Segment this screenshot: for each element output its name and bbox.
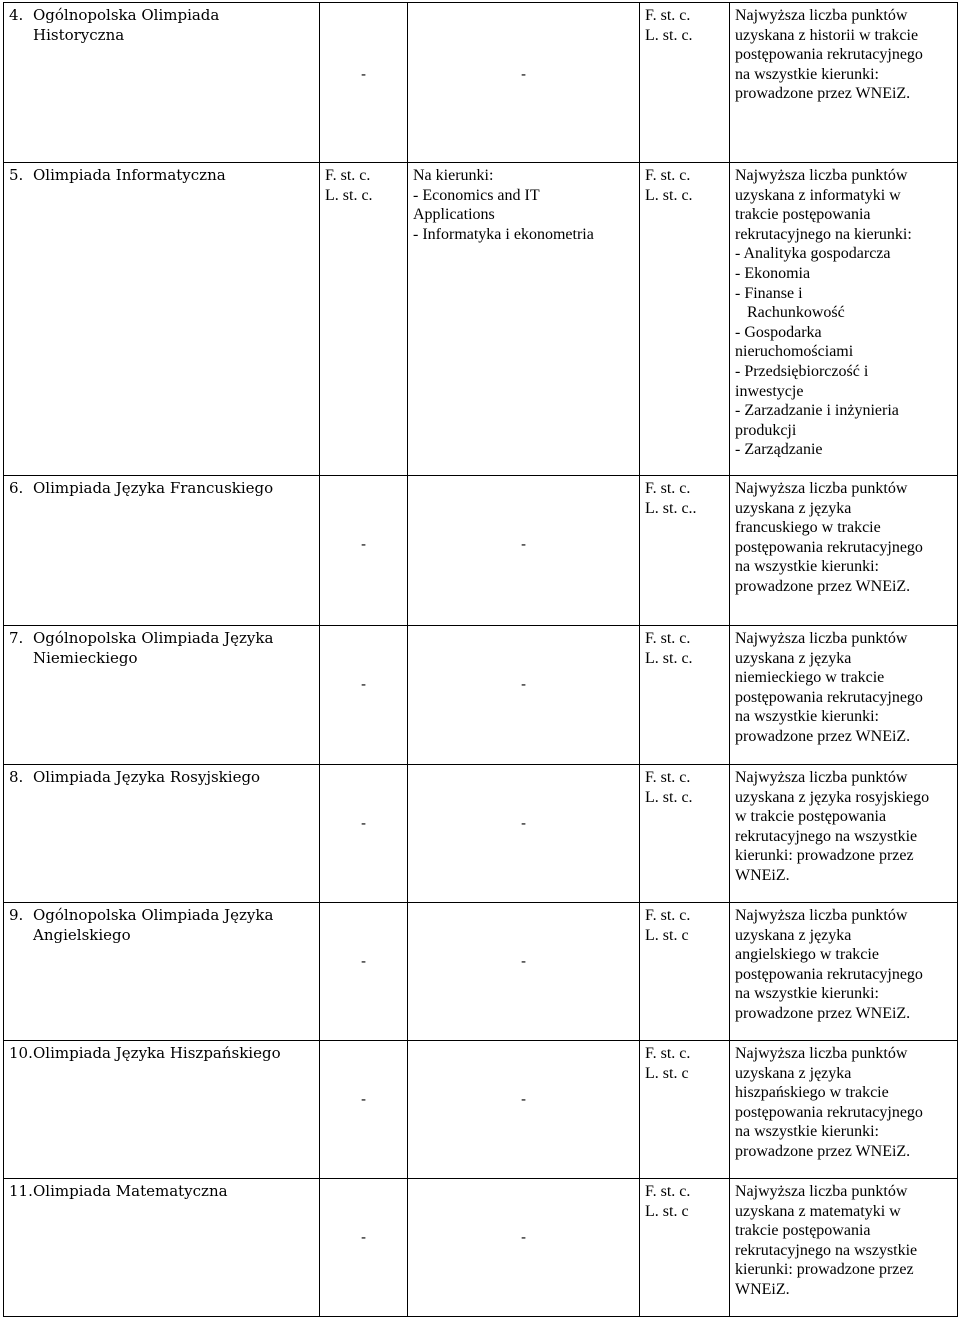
- col2-dash: -: [360, 1090, 367, 1108]
- degree-line: F. st. c.: [645, 1183, 691, 1200]
- row-number: 9.: [9, 906, 24, 924]
- criteria-line: angielskiego w trakcie: [735, 946, 879, 964]
- olympiad-name: Olimpiada Języka Francuskiego: [33, 479, 274, 497]
- col3-cell: [408, 1179, 640, 1317]
- degree-line: F. st. c.: [645, 769, 691, 786]
- olympiad-name-cell: [4, 476, 320, 626]
- col3-cell: [408, 626, 640, 765]
- criteria-line: Najwyższa liczba punktów: [735, 1045, 908, 1062]
- criteria-line: trakcie postępowania: [735, 206, 871, 224]
- criteria-line: WNEiZ.: [735, 1280, 790, 1298]
- olympiad-name: Ogólnopolska Olimpiada Języka Angielskiego: [33, 906, 274, 944]
- criteria-line: Najwyższa liczba punktów: [735, 167, 908, 184]
- col3-cell: [408, 1041, 640, 1179]
- criteria-line: rekrutacyjnego na wszystkie: [735, 827, 918, 845]
- col2-cell: [320, 163, 408, 476]
- degree-line: L. st. c..: [645, 499, 697, 517]
- col3-cell: [408, 903, 640, 1041]
- criteria-cell: [730, 765, 958, 903]
- degree-line: L. st. c: [645, 926, 689, 944]
- olympiad-table: [3, 2, 958, 1317]
- criteria-line: postępowania rekrutacyjnego: [735, 688, 923, 706]
- col2-cell: [320, 1041, 408, 1179]
- col3-cell: [408, 765, 640, 903]
- criteria-cell: [730, 3, 958, 163]
- col2-cell: [320, 626, 408, 765]
- col2-cell: [320, 765, 408, 903]
- degree-cell: [640, 765, 730, 903]
- criteria-line: WNEiZ.: [735, 866, 790, 884]
- row-number: 8.: [9, 768, 24, 786]
- criteria-line: rekrutacyjnego na kierunki:: [735, 225, 912, 243]
- criteria-line: uzyskana z języka rosyjskiego: [735, 788, 930, 806]
- criteria-cell: [730, 1179, 958, 1317]
- criteria-line: prowadzone przez WNEiZ.: [735, 1004, 911, 1022]
- degree-line: F. st. c.: [645, 7, 691, 24]
- col3-dash: -: [520, 535, 527, 553]
- degree-line: L. st. c.: [645, 649, 693, 667]
- criteria-line: na wszystkie kierunki:: [735, 708, 879, 726]
- criteria-line: postępowania rekrutacyjnego: [735, 46, 923, 64]
- olympiad-name: Ogólnopolska Olimpiada Historyczna: [33, 6, 220, 44]
- degree-cell: [640, 1179, 730, 1317]
- col2-dash: -: [360, 814, 367, 832]
- degree-cell: [640, 1041, 730, 1179]
- col2-cell: [320, 476, 408, 626]
- degree-cell: [640, 476, 730, 626]
- table-row: [4, 163, 958, 476]
- criteria-line: francuskiego w trakcie: [735, 519, 881, 537]
- criteria-line: Najwyższa liczba punktów: [735, 907, 908, 924]
- criteria-line: - Finanse i: [735, 284, 803, 302]
- criteria-line: Najwyższa liczba punktów: [735, 769, 908, 786]
- degree-line: F. st. c.: [645, 1045, 691, 1062]
- col2-dash: -: [360, 675, 367, 693]
- row-number: 5.: [9, 166, 24, 184]
- table-row: [4, 626, 958, 765]
- col3-dash: -: [520, 1228, 527, 1246]
- degree-cell: [640, 3, 730, 163]
- col2-dash: -: [360, 535, 367, 553]
- criteria-line: Najwyższa liczba punktów: [735, 7, 908, 24]
- degree-line: L. st. c.: [645, 186, 693, 204]
- col2-dash: -: [360, 1228, 367, 1246]
- criteria-line: - Gospodarka: [735, 323, 822, 341]
- criteria-line: uzyskana z języka: [735, 649, 852, 667]
- degree-line: L. st. c.: [645, 26, 693, 44]
- criteria-line: uzyskana z języka: [735, 926, 852, 944]
- olympiad-name: Olimpiada Języka Hiszpańskiego: [33, 1044, 281, 1062]
- criteria-cell: [730, 163, 958, 476]
- col3-cell: [408, 163, 640, 476]
- olympiad-name-cell: [4, 765, 320, 903]
- criteria-line: nieruchomościami: [735, 343, 854, 361]
- program-line: - Informatyka i ekonometria: [413, 225, 594, 243]
- criteria-cell: [730, 476, 958, 626]
- criteria-line: uzyskana z informatyki w: [735, 186, 901, 204]
- criteria-cell: [730, 903, 958, 1041]
- col3-cell: [408, 476, 640, 626]
- olympiad-name: Olimpiada Matematyczna: [33, 1182, 228, 1200]
- criteria-line: inwestycje: [735, 382, 804, 400]
- degree-line: L. st. c: [645, 1202, 689, 1220]
- criteria-line: Rachunkowość: [747, 304, 845, 322]
- olympiad-name: Olimpiada Informatyczna: [33, 166, 226, 184]
- degree-line: F. st. c.: [325, 167, 371, 184]
- row-number: 7.: [9, 629, 24, 647]
- degree-cell: [640, 163, 730, 476]
- criteria-line: Najwyższa liczba punktów: [735, 480, 908, 497]
- criteria-line: na wszystkie kierunki:: [735, 985, 879, 1003]
- olympiad-name-cell: [4, 903, 320, 1041]
- criteria-line: - Analityka gospodarcza: [735, 245, 891, 263]
- criteria-line: Najwyższa liczba punktów: [735, 1183, 908, 1200]
- criteria-line: uzyskana z języka: [735, 1064, 852, 1082]
- criteria-line: produkcji: [735, 421, 797, 439]
- olympiad-name-cell: [4, 626, 320, 765]
- criteria-line: prowadzone przez WNEiZ.: [735, 727, 911, 745]
- criteria-line: - Zarzadzanie i inżynieria: [735, 402, 899, 420]
- criteria-cell: [730, 626, 958, 765]
- program-line: - Economics and IT: [413, 186, 540, 204]
- criteria-line: - Ekonomia: [735, 264, 811, 282]
- criteria-line: postępowania rekrutacyjnego: [735, 538, 923, 556]
- criteria-line: kierunki: prowadzone przez: [735, 1261, 914, 1279]
- criteria-line: trakcie postępowania: [735, 1222, 871, 1240]
- row-number: 11.: [9, 1182, 33, 1200]
- col3-dash: -: [520, 675, 527, 693]
- degree-line: F. st. c.: [645, 167, 691, 184]
- criteria-line: prowadzone przez WNEiZ.: [735, 1142, 911, 1160]
- criteria-cell: [730, 1041, 958, 1179]
- criteria-line: - Przedsiębiorczość i: [735, 362, 869, 380]
- col2-cell: [320, 1179, 408, 1317]
- criteria-line: hiszpańskiego w trakcie: [735, 1084, 889, 1102]
- criteria-line: - Zarządzanie: [735, 441, 823, 459]
- degree-line: L. st. c.: [325, 186, 373, 204]
- col2-dash: -: [360, 952, 367, 970]
- row-number: 4.: [9, 6, 24, 24]
- degree-line: F. st. c.: [645, 907, 691, 924]
- degree-line: F. st. c.: [645, 630, 691, 647]
- criteria-line: na wszystkie kierunki:: [735, 65, 879, 83]
- olympiad-name: Ogólnopolska Olimpiada Języka Niemieckiego: [33, 629, 274, 667]
- col2-dash: -: [360, 65, 367, 83]
- degree-cell: [640, 626, 730, 765]
- col3-dash: -: [520, 1090, 527, 1108]
- criteria-line: uzyskana z języka: [735, 499, 852, 517]
- row-number: 6.: [9, 479, 24, 497]
- table-row: [4, 3, 958, 163]
- olympiad-name-cell: [4, 1179, 320, 1317]
- degree-cell: [640, 903, 730, 1041]
- table-row: [4, 476, 958, 626]
- criteria-line: Najwyższa liczba punktów: [735, 630, 908, 647]
- program-line: Applications: [413, 206, 495, 224]
- col2-cell: [320, 903, 408, 1041]
- table-row: [4, 1179, 958, 1317]
- col3-dash: -: [520, 952, 527, 970]
- criteria-line: uzyskana z historii w trakcie: [735, 26, 919, 44]
- criteria-line: kierunki: prowadzone przez: [735, 847, 914, 865]
- table-row: [4, 765, 958, 903]
- criteria-line: na wszystkie kierunki:: [735, 1123, 879, 1141]
- row-number: 10.: [9, 1044, 33, 1062]
- olympiad-name-cell: [4, 1041, 320, 1179]
- olympiad-name-cell: [4, 3, 320, 163]
- criteria-line: postępowania rekrutacyjnego: [735, 965, 923, 983]
- table-row: [4, 903, 958, 1041]
- criteria-line: na wszystkie kierunki:: [735, 558, 879, 576]
- criteria-line: rekrutacyjnego na wszystkie: [735, 1241, 918, 1259]
- criteria-line: postępowania rekrutacyjnego: [735, 1103, 923, 1121]
- table-row: [4, 1041, 958, 1179]
- col3-dash: -: [520, 65, 527, 83]
- criteria-line: prowadzone przez WNEiZ.: [735, 85, 911, 103]
- col2-cell: [320, 3, 408, 163]
- degree-line: L. st. c: [645, 1064, 689, 1082]
- degree-line: L. st. c.: [645, 788, 693, 806]
- criteria-line: niemieckiego w trakcie: [735, 669, 885, 687]
- degree-line: F. st. c.: [645, 480, 691, 497]
- criteria-line: prowadzone przez WNEiZ.: [735, 577, 911, 595]
- olympiad-name-cell: [4, 163, 320, 476]
- col3-dash: -: [520, 814, 527, 832]
- olympiad-name: Olimpiada Języka Rosyjskiego: [33, 768, 261, 786]
- col3-cell: [408, 3, 640, 163]
- criteria-line: uzyskana z matematyki w: [735, 1202, 901, 1220]
- criteria-line: w trakcie postępowania: [735, 808, 887, 826]
- program-line: Na kierunki:: [413, 167, 494, 184]
